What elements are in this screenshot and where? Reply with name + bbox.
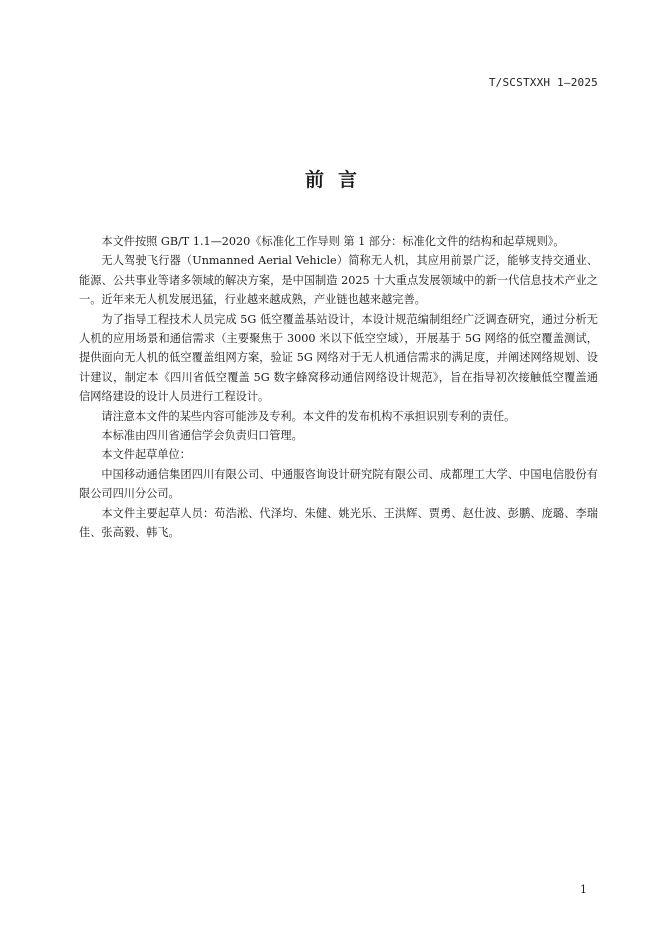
paragraph-purpose: 为了指导工程技术人员完成 5G 低空覆盖基站设计，本设计规范编制组经广泛调查研究，通过分析无人机的应用场景和通信需求（主要聚焦于 3000 米以下低空空域），开展基于 5G 网络的低空覆盖测试，提供面向无人机的低空覆盖组网方案，验证 5G 网络对于无人机通信需求的满足度，并阐述网络规划、设计建议，制定本《四川省低空覆盖 5G 数字蜂窝移动通信网络设计规范》，旨在指导初次接触低空覆盖通信网络建设的设计人员进行工程设计。 — [79, 312, 598, 404]
paragraph-uav-background: 无人驾驶飞行器（Unmanned Aerial Vehicle）简称无人机，其应用前景广泛，能够支持交通业、能源、公共事业等诸多领域的解决方案，是中国制造 2025 十大重点发展领域中的新一代信息技术产业之一。近年来无人机发展迅猛，行业越来越成熟，产业链也越来越完善。 — [79, 254, 598, 307]
paragraph-structure-basis: 本文件按照 GB/T 1.1—2020《标准化工作导则 第 1 部分：标准化文件的结构和起草规则》。 — [101, 235, 565, 248]
paragraph-drafting-units: 中国移动通信集团四川有限公司、中通服咨询设计研究院有限公司、成都理工大学、中国电信股份有限公司四川分公司。 — [79, 467, 598, 501]
paragraph-drafting-units-label: 本文件起草单位： — [101, 448, 191, 462]
document-code: T/SCSTXXH 1—2025 — [488, 76, 598, 89]
page-title: 前言 — [304, 169, 371, 191]
paragraph-drafters: 本文件主要起草人员：苟浩淞、代泽均、朱健、姚光乐、王洪辉、贾勇、赵仕波、彭鹏、庞璐、李瑞佳、张高毅、韩飞。 — [79, 506, 598, 540]
page-number: 1 — [580, 883, 587, 896]
foreword-body — [79, 232, 598, 543]
paragraph-patent-notice: 请注意本文件的某些内容可能涉及专利。本文件的发布机构不承担识别专利的责任。 — [101, 409, 516, 423]
paragraph-management: 本标准由四川省通信学会负责归口管理。 — [101, 429, 303, 443]
